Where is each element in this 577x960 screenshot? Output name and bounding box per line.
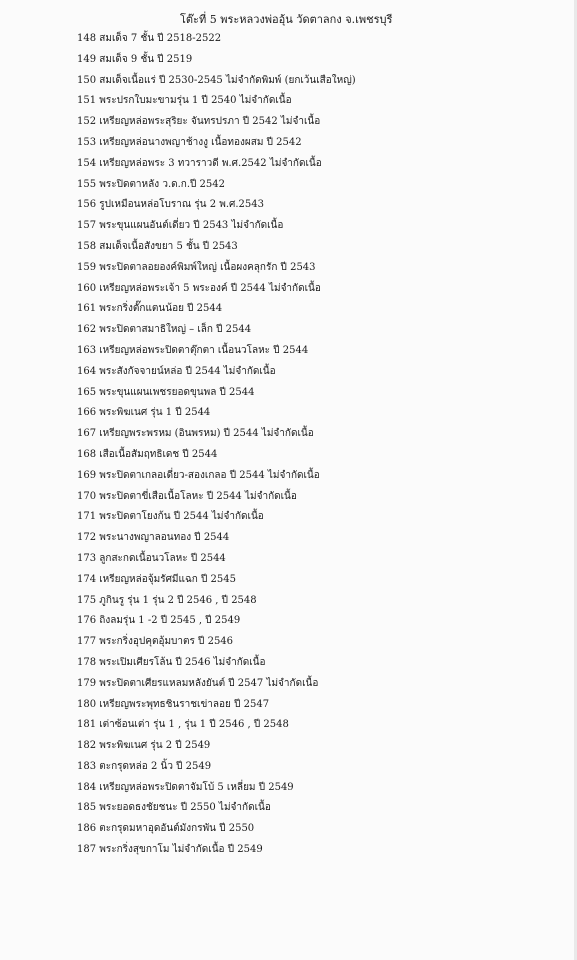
list-item: 150 สมเด็จเนื้อแร่ ปี 2530-2545 ไม่จำกัดพิมพ์ (ยกเว้นเสือใหญ่) <box>77 74 356 86</box>
list-item: 154 เหรียญหล่อพระ 3 ทวาราวดี พ.ศ.2542 ไม่จำกัดเนื้อ <box>77 157 322 169</box>
list-item: 177 พระกริ่งอุปคุตอุ้มบาตร ปี 2546 <box>77 636 234 648</box>
list-item: 161 พระกริ่งตั๊กแตนน้อย ปี 2544 <box>77 303 223 315</box>
list-item: 185 พระยอดธงชัยชนะ ปี 2550 ไม่จำกัดเนื้อ <box>77 802 271 814</box>
list-item: 159 พระปิดตาลอยองค์พิมพ์ใหญ่ เนื้อผงคลุกรัก ปี 2543 <box>77 261 316 273</box>
list-item: 160 เหรียญหล่อพระเจ้า 5 พระองค์ ปี 2544 ไม่จำกัดเนื้อ <box>77 282 321 294</box>
list-item: 167 เหรียญพระพรหม (อินพรหม) ปี 2544 ไม่จำกัดเนื้อ <box>77 428 314 440</box>
list-item: 176 ถิงลมรุ่น 1 -2 ปี 2545 , ปี 2549 <box>77 615 241 627</box>
list-item: 183 ตะกรุดหล่อ 2 นิ้ว ปี 2549 <box>77 760 212 772</box>
list-item: 168 เสือเนื้อสัมฤทธิเดช ปี 2544 <box>77 448 218 460</box>
list-item: 181 เต่าซ้อนเต่า รุ่น 1 , รุ่น 1 ปี 2546 , ปี 2548 <box>77 719 289 731</box>
list-item: 156 รูปเหมือนหล่อโบราณ รุ่น 2 พ.ศ.2543 <box>77 199 264 211</box>
list-item: 187 พระกริ่งสุขกาโม ไม่จำกัดเนื้อ ปี 2549 <box>77 844 263 856</box>
list-item: 180 เหรียญพระพุทธชินราชเข่าลอย ปี 2547 <box>77 698 270 710</box>
list-item: 157 พระขุนแผนอันต์เดี่ยว ปี 2543 ไม่จำกัดเนื้อ <box>77 220 284 232</box>
list-item: 171 พระปิดตาโยงก้น ปี 2544 ไม่จำกัดเนื้อ <box>77 511 264 523</box>
list-item: 169 พระปิดตาเกลอเดี่ยว-สองเกลอ ปี 2544 ไม่จำกัดเนื้อ <box>77 469 320 481</box>
list-item: 186 ตะกรุดมหาอุดอันต์มังกรพัน ปี 2550 <box>77 823 255 835</box>
list-item: 162 พระปิดตาสมาธิใหญ่ – เล็ก ปี 2544 <box>77 324 252 336</box>
list-item: 179 พระปิดตาเศียรแหลมหลังยันต์ ปี 2547 ไม่จำกัดเนื้อ <box>77 677 319 689</box>
page-title: โต๊ะที่ 5 พระหลวงพ่ออุ้น วัดตาลกง จ.เพชรบุรี <box>180 13 393 26</box>
list-item: 184 เหรียญหล่อพระปิดตาจัมโบ้ 5 เหลี่ยม ปี 2549 <box>77 781 294 793</box>
list-item: 148 สมเด็จ 7 ชั้น ปี 2518-2522 <box>77 33 222 44</box>
list-item: 175 ภูกินรู รุ่น 1 รุ่น 2 ปี 2546 , ปี 2548 <box>77 594 257 606</box>
list-item: 165 พระขุนแผนเพชรยอดขุนพล ปี 2544 <box>77 386 255 398</box>
list-item: 155 พระปิดตาหลัง ว.ด.ก.ปี 2542 <box>77 178 226 190</box>
list-item: 173 ลูกสะกดเนื้อนวโลหะ ปี 2544 <box>77 552 226 564</box>
list-item: 153 เหรียญหล่อนางพญาช้างงู เนื้อทองผสม ปี 2542 <box>77 136 302 148</box>
list-item: 164 พระสังกัจจายน์หล่อ ปี 2544 ไม่จำกัดเนื้อ <box>77 365 276 377</box>
list-item: 158 สมเด็จเนื้อสังขยา 5 ชั้น ปี 2543 <box>77 240 238 252</box>
list-item: 166 พระพิฆเนศ รุ่น 1 ปี 2544 <box>77 407 211 419</box>
list-item: 151 พระปรกใบมะขามรุ่น 1 ปี 2540 ไม่จำกัดเนื้อ <box>77 95 292 107</box>
list-item: 178 พระเปิมเศียรโล้น ปี 2546 ไม่จำกัดเนื้อ <box>77 656 266 668</box>
list-item: 170 พระปิดตาขี่เสือเนื้อโลหะ ปี 2544 ไม่จำกัดเนื้อ <box>77 490 297 502</box>
list-item: 182 พระพิฆเนศ รุ่น 2 ปี 2549 <box>77 740 211 752</box>
amulet-list <box>77 29 356 861</box>
list-item: 149 สมเด็จ 9 ชั้น ปี 2519 <box>77 53 193 65</box>
list-item: 163 เหรียญหล่อพระปิดตาตุ๊กตา เนื้อนวโลหะ ปี 2544 <box>77 344 309 356</box>
list-item: 152 เหรียญหล่อพระสุริยะ จันทรปรภา ปี 2542 ไม่จำเนื้อ <box>77 116 321 128</box>
list-item: 174 เหรียญหล่อจุ้มรัศมีแฉก ปี 2545 <box>77 573 236 585</box>
list-item: 172 พระนางพญาลอนทอง ปี 2544 <box>77 532 230 544</box>
